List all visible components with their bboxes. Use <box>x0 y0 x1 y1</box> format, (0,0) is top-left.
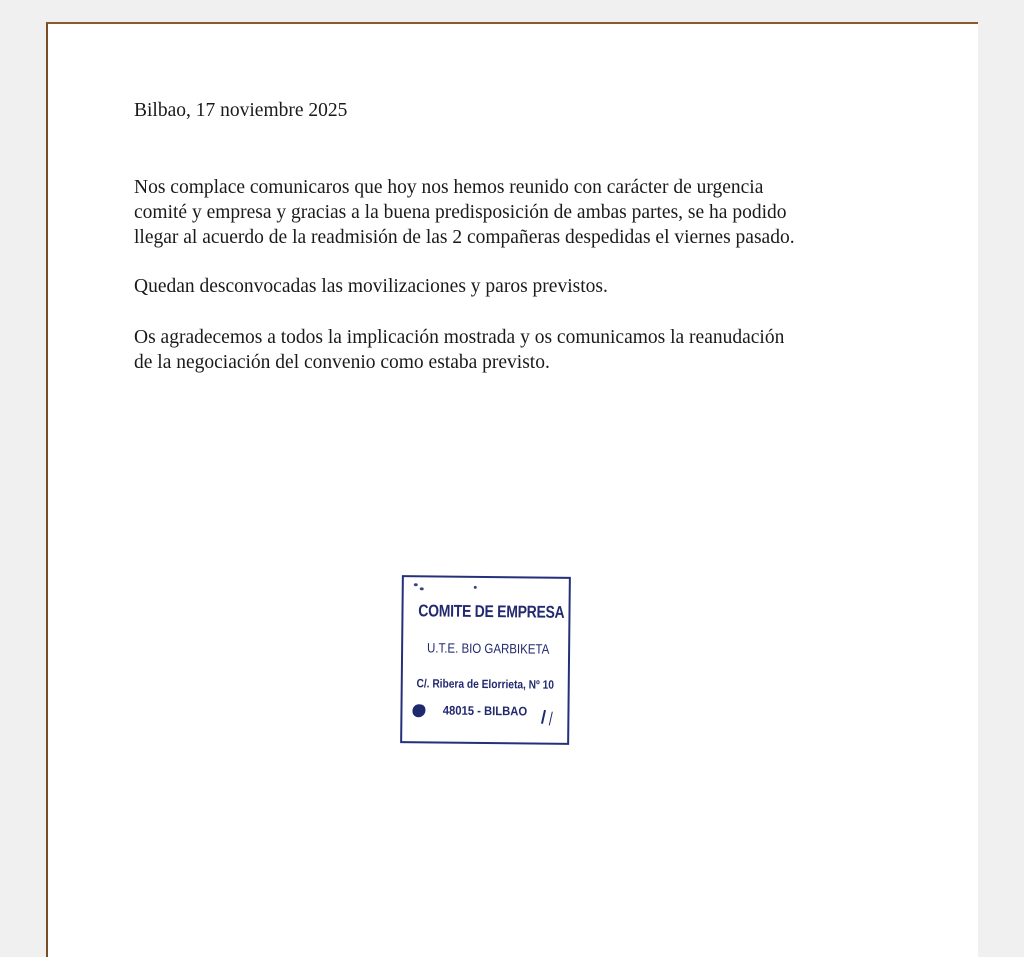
paragraph-line: llegar al acuerdo de la readmisión de las 2 compañeras despedidas el viernes pasado. <box>134 227 795 248</box>
paragraph-cancellation <box>134 274 608 299</box>
letter-date: Bilbao, 17 noviembre 2025 <box>134 100 348 121</box>
paragraph-line: de la negociación del convenio como estaba previsto. <box>134 352 550 373</box>
committee-stamp <box>400 575 571 745</box>
ink-speck <box>420 587 424 590</box>
paragraph-line: Nos complace comunicaros que hoy nos hemos reunido con carácter de urgencia <box>134 177 764 198</box>
ink-mark-icon <box>541 710 553 726</box>
stamp-city: 48015 - BILBAO <box>442 703 528 719</box>
ink-speck <box>414 583 418 586</box>
paragraph-line: Os agradecemos a todos la implicación mostrada y os comunicamos la reanudación <box>134 327 785 348</box>
stamp-organization: U.T.E. BIO GARBIKETA <box>426 640 550 657</box>
stamp-address: C/. Ribera de Elorrieta, Nº 10 <box>416 676 555 692</box>
ink-speck <box>474 586 477 589</box>
paragraph-thanks <box>134 325 784 375</box>
paragraph-line: Quedan desconvocadas las movilizaciones y paros previstos. <box>134 276 608 297</box>
paragraph-line: comité y empresa y gracias a la buena predisposición de ambas partes, se ha podido <box>134 202 787 223</box>
paragraph-agreement <box>134 175 795 250</box>
document-page <box>46 22 978 957</box>
stamp-title: COMITE DE EMPRESA <box>418 601 565 622</box>
